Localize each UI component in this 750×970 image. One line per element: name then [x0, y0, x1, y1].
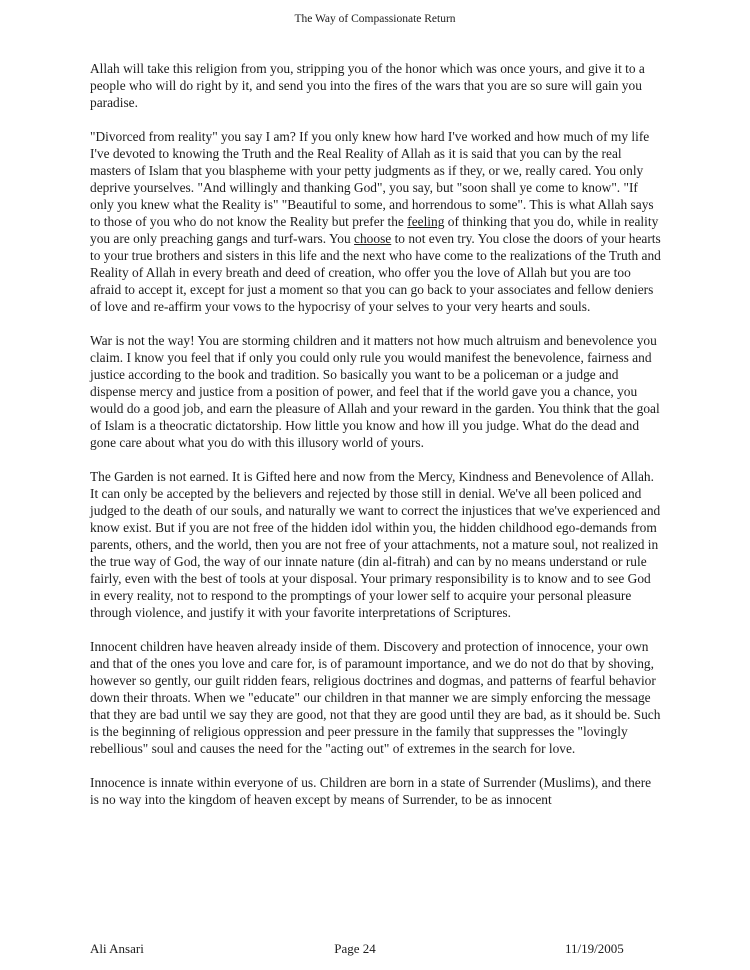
text-segment: Innocent children have heaven already inside of them. Discovery and protection of innocence, your own and that of the ones you love and care for, is of paramount importance, and we do not do that by shoving, however so gently, our guilt ridden fears, religious doctrines and dogmas, and patterns of fearful behavior down their throats. When we "educate" our children in that manner we are simply enforcing the message that they are bad until we say they are good, not that they are good until they are bad, as it should be. Such is the beginning of religious oppression and peer pressure in the family that suppresses the "lovingly rebellious" soul and causes the need for the "acting out" of extremes in the search for love. — [90, 639, 661, 756]
footer-page-number: Page 24 — [334, 941, 376, 956]
text-segment: Innocence is innate within everyone of us. Children are born in a state of Surrender (Muslims), and there is no way into the kingdom of heaven except by means of Surrender, to be as innocent — [90, 775, 652, 807]
text-segment: of thinking that you do, while in reality you are only preaching gangs and turf-wars. You — [90, 214, 659, 246]
underlined-text: choose — [354, 231, 392, 246]
text-segment: to not even try. You close the doors of your hearts to your true brothers and sisters in this life and the next who have come to the realizations of the Truth and Reality of Allah in every breath and deed of creation, who offer you the love of Allah but you are too afraid to accept it, except for just a moment so that you can go back to your associates and fellow deniers of love and re-affirm your vows to the hypocrisy of your selves to your very hearts and souls. — [90, 231, 661, 314]
underlined-text: feeling — [407, 214, 445, 229]
text-segment: Allah will take this religion from you, stripping you of the honor which was once yours, and give it to a people who will do right by it, and send you into the fires of the wars that you are so sure will gain you paradise. — [90, 61, 645, 110]
footer-date: 11/19/2005 — [565, 941, 624, 956]
paragraph — [90, 60, 663, 111]
paragraph — [90, 774, 663, 808]
document-body — [90, 60, 663, 825]
text-segment: The Garden is not earned. It is Gifted here and now from the Mercy, Kindness and Benevolence of Allah. It can only be accepted by the believers and rejected by those still in denial. We've all been policed and judged to the death of our souls, and naturally we want to correct the injustices that we've experienced and know exist. But if you are not free of the hidden idol within you, the hidden childhood ego-demands from parents, others, and the world, then you are not free of your attachments, not a mature soul, not realized in the true way of God, the way of our innate nature (din al-fitrah) and can by no means understand or rule fairly, even with the best of tools at your disposal. Your primary responsibility is to know and to see God in every reality, not to respond to the promptings of your lower self to acquire your personal pleasure through violence, and justify it with your favorite interpretations of Scriptures. — [90, 469, 661, 620]
paragraph — [90, 128, 663, 315]
paragraph — [90, 332, 663, 451]
text-segment: War is not the way! You are storming children and it matters not how much altruism and benevolence you claim. I know you feel that if only you could only rule you would manifest the benevolence, fairness and justice according to the book and tradition. So basically you want to be a policeman or a judge and dispense mercy and justice from a position of power, and feel that if the world gave you a chance, you would do a good job, and earn the pleasure of Allah and your reward in the garden. You think that the goal of Islam is a theocratic dictatorship. How little you know and how ill you judge. What do the dead and gone care about what you do with this illusory world of yours. — [90, 333, 660, 450]
paragraph — [90, 638, 663, 757]
text-segment: "Divorced from reality" you say I am? If you only knew how hard I've worked and how much of my life I've devoted to knowing the Truth and the Real Reality of Allah as it is said that you can by the real masters of Islam that you blaspheme with your petty judgments as if they, or we, really cared. You only deprive yourselves. "And willingly and thanking God", you say, but "soon shall ye come to know". "If only you knew what the Reality is" "Beautiful to some, and horrendous to some". This is what Allah says to those of you who do not know the Reality but prefer the — [90, 129, 654, 229]
paragraph — [90, 468, 663, 621]
footer-author: Ali Ansari — [90, 941, 144, 956]
page-header — [0, 12, 750, 26]
page-header-title: The Way of Compassionate Return — [294, 13, 456, 25]
